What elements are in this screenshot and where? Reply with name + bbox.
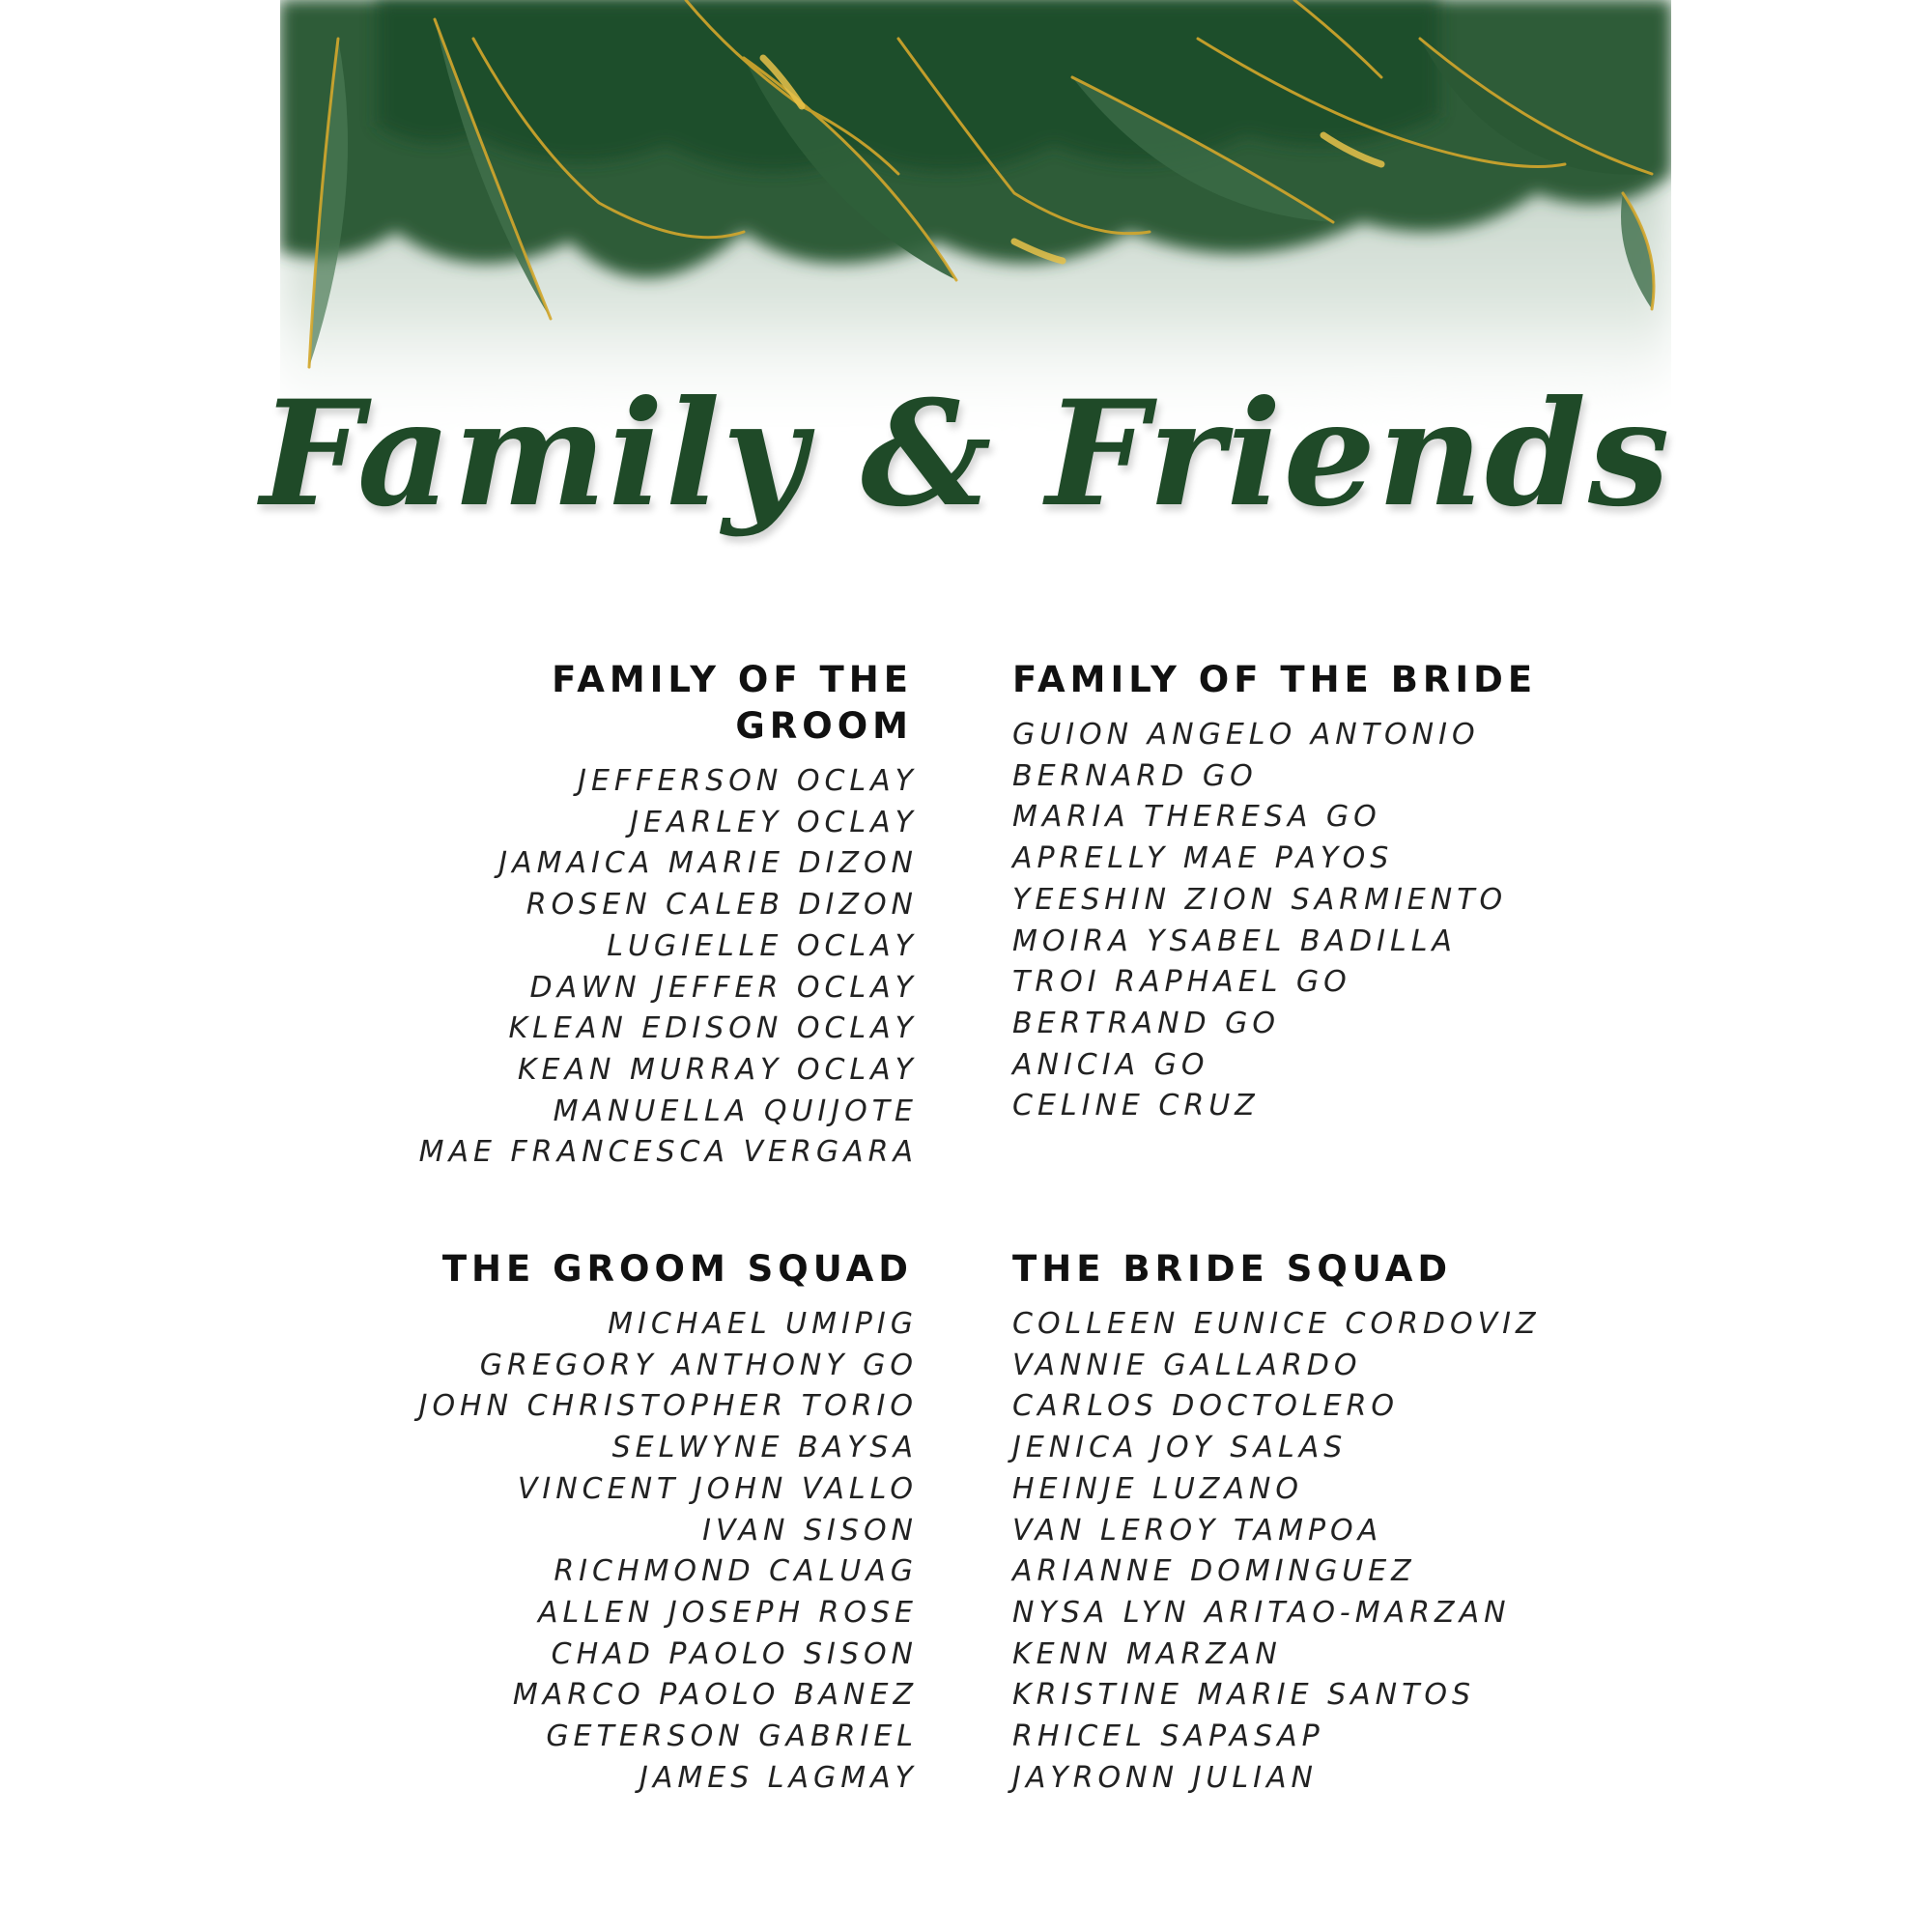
names-list	[372, 1304, 918, 1799]
bride-family-section	[1012, 657, 1553, 1127]
section-heading: THE BRIDE SQUAD	[1012, 1248, 1453, 1290]
list-item: NYSA LYN ARITAO-MARZAN	[1012, 1595, 1511, 1630]
list-item: BERTRAND GO	[1012, 1006, 1281, 1040]
list-item: COLLEEN EUNICE CORDOVIZ	[1012, 1307, 1541, 1341]
list-item: VINCENT JOHN VALLO	[517, 1471, 918, 1506]
list-item: KEAN MURRAY OCLAY	[517, 1052, 918, 1087]
list-item: JAMAICA MARIE DIZON	[498, 846, 918, 881]
list-item: SELWYNE BAYSA	[611, 1431, 918, 1465]
list-item: VANNIE GALLARDO	[1012, 1348, 1362, 1382]
section-heading: THE GROOM SQUAD	[441, 1248, 913, 1290]
list-item: CELINE CRUZ	[1012, 1089, 1260, 1123]
names-list	[1012, 1304, 1553, 1799]
names-list	[372, 761, 918, 1174]
list-item: RHICEL SAPASAP	[1012, 1719, 1324, 1754]
list-item: KENN MARZAN	[1012, 1636, 1282, 1671]
list-item: ROSEN CALEB DIZON	[526, 888, 918, 923]
list-item: CARLOS DOCTOLERO	[1012, 1389, 1400, 1424]
list-item: MOIRA YSABEL BADILLA	[1012, 923, 1457, 958]
names-list	[1012, 715, 1553, 1127]
list-item: YEESHIN ZION SARMIENTO	[1012, 882, 1508, 917]
list-item: JENICA JOY SALAS	[1012, 1431, 1348, 1465]
list-item: APRELLY MAE PAYOS	[1012, 841, 1394, 876]
section-heading: FAMILY OF THE GROOM	[552, 659, 913, 747]
list-item: JAYRONN JULIAN	[1012, 1760, 1318, 1795]
groom-squad-section	[372, 1246, 918, 1799]
section-heading: FAMILY OF THE BRIDE	[1012, 659, 1538, 700]
list-item: JOHN CHRISTOPHER TORIO	[418, 1389, 918, 1424]
list-item: GUION ANGELO ANTONIO	[1012, 718, 1480, 752]
list-item: VAN LEROY TAMPOA	[1012, 1513, 1383, 1548]
list-item: ARIANNE DOMINGUEZ	[1012, 1554, 1416, 1589]
list-item: JEARLEY OCLAY	[630, 805, 918, 839]
list-item: ANICIA GO	[1012, 1047, 1209, 1082]
list-item: ALLEN JOSEPH ROSE	[538, 1595, 918, 1630]
list-item: DAWN JEFFER OCLAY	[529, 970, 918, 1005]
list-item: GREGORY ANTHONY GO	[479, 1348, 918, 1382]
list-item: CHAD PAOLO SISON	[551, 1636, 918, 1671]
list-item: KRISTINE MARIE SANTOS	[1012, 1678, 1476, 1713]
list-item: LUGIELLE OCLAY	[607, 928, 918, 963]
list-item: MANUELLA QUIJOTE	[553, 1094, 918, 1128]
page-title: Family & Friends	[260, 369, 1672, 539]
groom-family-section	[372, 657, 918, 1174]
bride-squad-section	[1012, 1246, 1553, 1799]
list-item: IVAN SISON	[702, 1513, 918, 1548]
list-item: MARIA THERESA GO	[1012, 800, 1381, 835]
list-item: JAMES LAGMAY	[639, 1760, 918, 1795]
list-item: BERNARD GO	[1012, 758, 1258, 793]
list-item: MARCO PAOLO BANEZ	[512, 1678, 918, 1713]
list-item: TROI RAPHAEL GO	[1012, 965, 1351, 1000]
list-item: MAE FRANCESCA VERGARA	[418, 1135, 918, 1170]
list-item: RICHMOND CALUAG	[554, 1554, 918, 1589]
list-item: GETERSON GABRIEL	[546, 1719, 918, 1754]
list-item: KLEAN EDISON OCLAY	[508, 1011, 918, 1046]
list-item: MICHAEL UMIPIG	[608, 1307, 918, 1341]
list-item: JEFFERSON OCLAY	[578, 764, 918, 798]
list-item: HEINJE LUZANO	[1012, 1471, 1303, 1506]
